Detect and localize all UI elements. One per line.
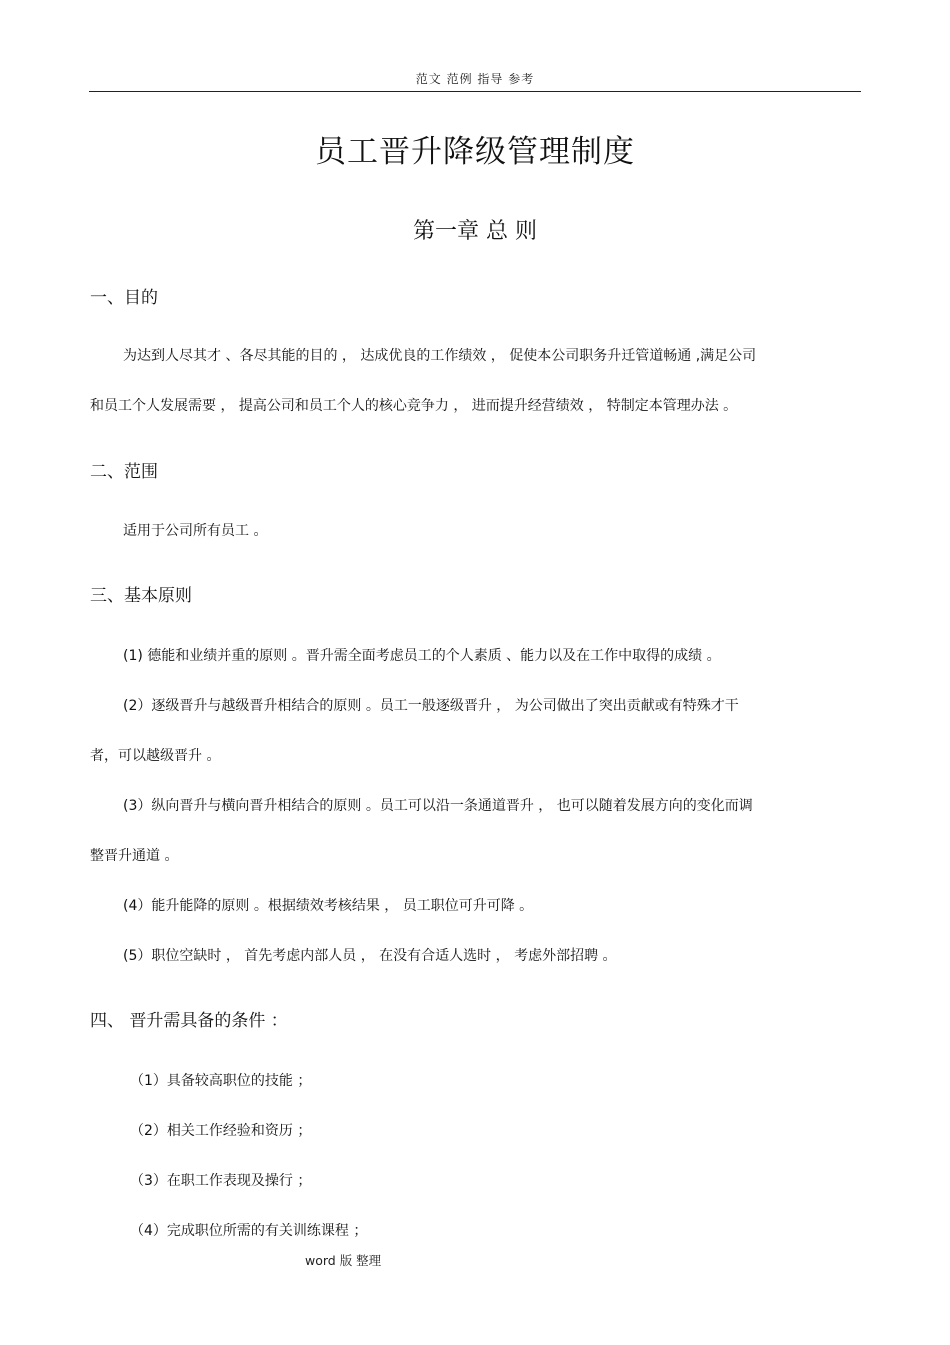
section-heading-conditions: 四、 晋升需具备的条件 ： — [90, 1011, 288, 1031]
section-heading-purpose: 一、目的 — [90, 288, 158, 308]
chapter-heading: 第一章 总 则 — [413, 219, 537, 244]
document-title: 员工晋升降级管理制度 — [315, 134, 635, 170]
scope-paragraph: 适用于公司所有员工 。 — [123, 523, 268, 539]
principle-item-3-continued: 整晋升通道 。 — [90, 848, 179, 864]
page-footer: word 版 整理 — [305, 1253, 382, 1268]
condition-item-1: （1）具备较高职位的技能 ； — [130, 1073, 312, 1089]
purpose-paragraph-line-1: 为达到人尽其才 、各尽其能的目的 ， 达成优良的工作绩效 ， 促使本公司职务升迁管道畅通 ,满足公司 — [123, 348, 757, 364]
principle-item-1: (1) 德能和业绩并重的原则 。晋升需全面考虑员工的个人素质 、能力以及在工作中取得的成绩 。 — [123, 648, 721, 664]
condition-item-3: （3）在职工作表现及操行 ； — [130, 1173, 312, 1189]
page-header: 范文 范例 指导 参考 — [415, 72, 535, 86]
principle-item-4: (4）能升能降的原则 。根据绩效考核结果 ， 员工职位可升可降 。 — [123, 898, 534, 914]
header-divider — [89, 91, 861, 92]
principle-item-2-continued: 者，可以越级晋升 。 — [90, 748, 221, 764]
principle-item-2: (2）逐级晋升与越级晋升相结合的原则 。员工一般逐级晋升 ， 为公司做出了突出贡献或有特殊才干 — [123, 698, 739, 714]
section-heading-scope: 二、范围 — [90, 462, 158, 482]
section-heading-principles: 三、基本原则 — [90, 586, 192, 606]
principle-item-3: (3）纵向晋升与横向晋升相结合的原则 。员工可以沿一条通道晋升 ， 也可以随着发展方向的变化而调 — [123, 798, 753, 814]
condition-item-4: （4）完成职位所需的有关训练课程 ； — [130, 1223, 368, 1239]
principle-item-5: (5）职位空缺时 ， 首先考虑内部人员 ， 在没有合适人选时 ， 考虑外部招聘 。 — [123, 948, 617, 964]
condition-item-2: （2）相关工作经验和资历 ； — [130, 1123, 312, 1139]
purpose-paragraph-line-2: 和员工个人发展需要 ， 提高公司和员工个人的核心竞争力 ， 进而提升经营绩效 ， 特制定本管理办法 。 — [90, 398, 738, 414]
